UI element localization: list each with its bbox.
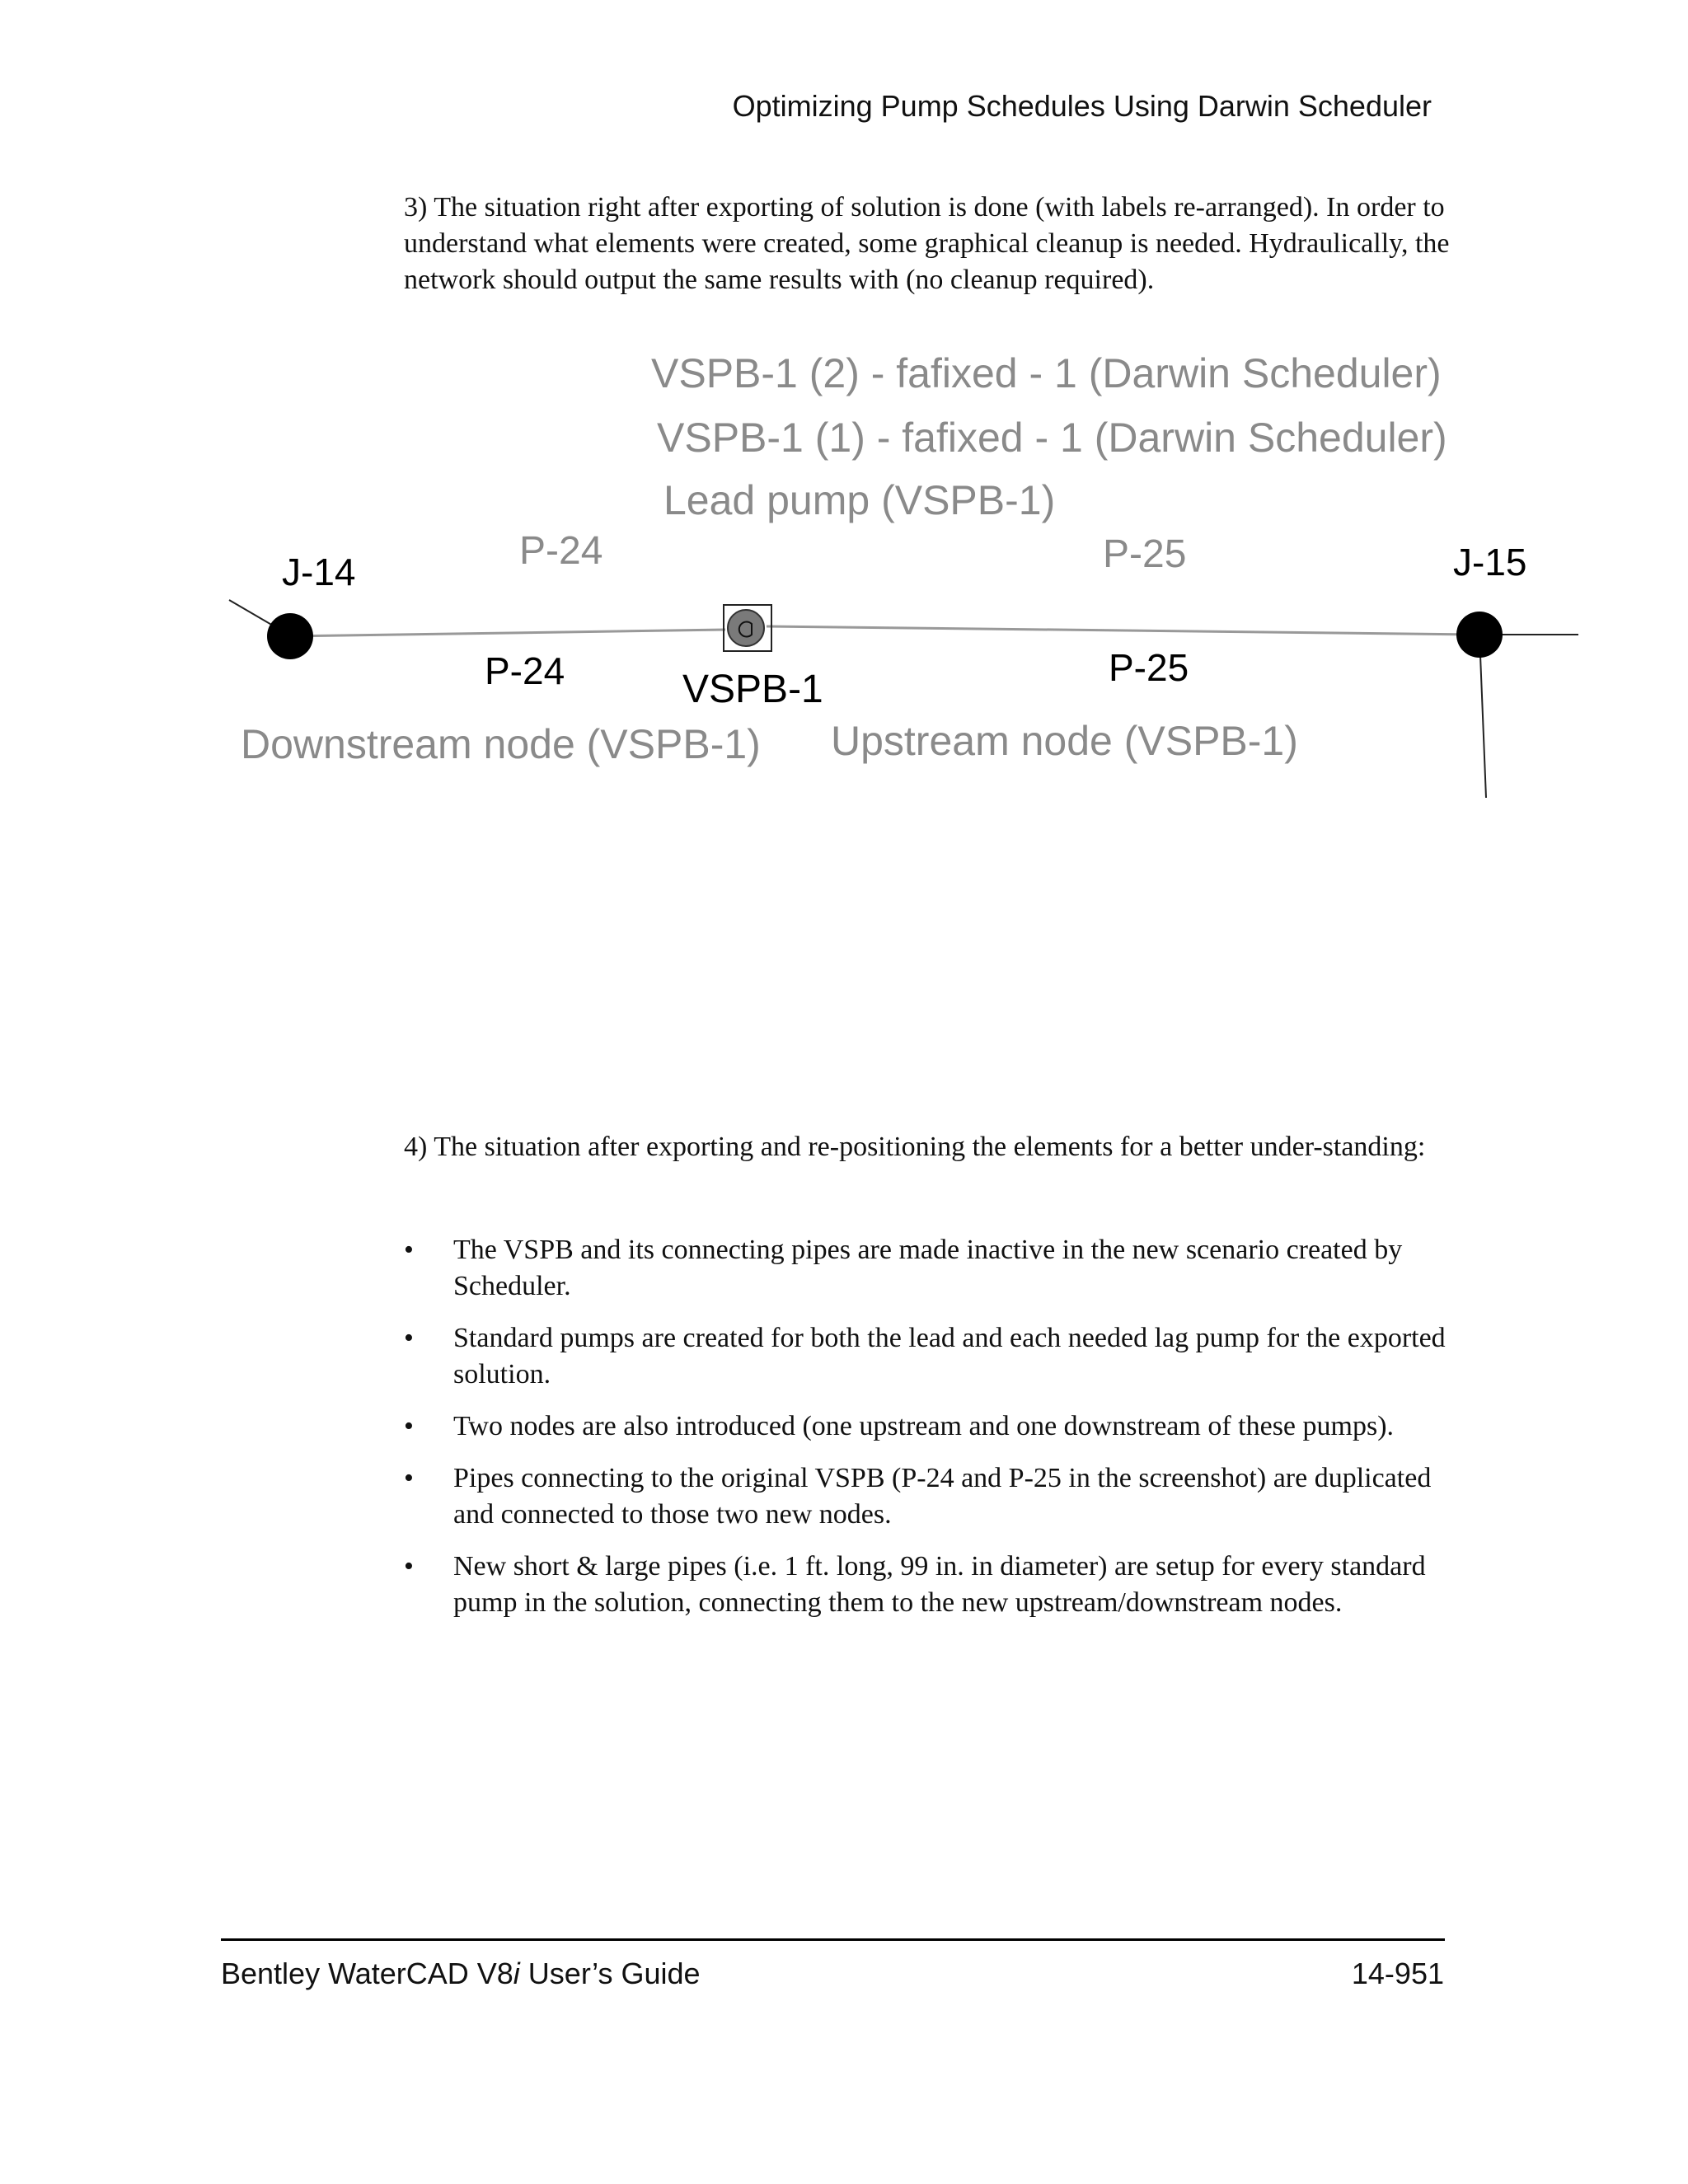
label-j14: J-14 — [282, 551, 356, 593]
section-3-paragraph: 3) The situation right after exporting of solution is done (with labels re-arranged). In order to understand what elements were created, some graphical cleanup is needed. Hydraulically, the network should output the same results with (no cleanup required). — [404, 192, 1450, 295]
bullet-glyph: • — [404, 1235, 414, 1265]
label-vspb: VSPB-1 — [682, 668, 823, 711]
pipe-line-p25 — [767, 626, 1479, 635]
running-header: Optimizing Pump Schedules Using Darwin Scheduler — [732, 89, 1432, 123]
label-p25-upper: P-25 — [1103, 532, 1187, 576]
footer-guide-title — [221, 1957, 701, 1991]
label-upstream-node: Upstream node (VSPB-1) — [831, 718, 1298, 764]
bullet-text: Two nodes are also introduced (one upstream and one downstream of these pumps). — [453, 1411, 1395, 1441]
label-p24-lower: P-24 — [485, 649, 565, 692]
bullet-list — [404, 1232, 1451, 1637]
list-item — [404, 1408, 1451, 1445]
pipe-line-p24 — [290, 630, 725, 636]
list-item — [404, 1232, 1451, 1305]
list-item — [404, 1549, 1451, 1621]
list-item — [404, 1320, 1451, 1393]
footer-guide-italic: i — [513, 1957, 520, 1990]
label-lead-pump: Lead pump (VSPB-1) — [663, 477, 1056, 523]
network-diagram — [0, 0, 1688, 824]
bullet-glyph: • — [404, 1411, 414, 1441]
junction-j14 — [267, 613, 313, 659]
list-item — [404, 1460, 1451, 1533]
label-p24-upper: P-24 — [519, 529, 603, 573]
label-downstream-node: Downstream node (VSPB-1) — [241, 721, 761, 767]
bullet-text: Pipes connecting to the original VSPB (P-24 and P-25 in the screenshot) are duplicated and connected to those two new nodes. — [453, 1463, 1432, 1530]
page-number: 14-951 — [1351, 1957, 1444, 1990]
footer-guide-prefix: Bentley WaterCAD V8 — [221, 1957, 513, 1990]
label-p25-lower: P-25 — [1109, 646, 1189, 689]
connector-line-j15-down — [1479, 635, 1486, 798]
junction-j15 — [1456, 612, 1503, 658]
bullet-glyph: • — [404, 1463, 414, 1493]
bullet-glyph: • — [404, 1323, 414, 1353]
footer-divider — [221, 1938, 1445, 1941]
bullet-text: The VSPB and its connecting pipes are made inactive in the new scenario created by Scheduler. — [453, 1235, 1403, 1301]
label-vspb-2: VSPB-1 (2) - fafixed - 1 (Darwin Scheduler) — [651, 350, 1442, 396]
bullet-text: Standard pumps are created for both the lead and each needed lag pump for the exported solution. — [453, 1323, 1446, 1390]
label-j15: J-15 — [1453, 541, 1527, 583]
pump-vspb-icon — [724, 605, 771, 651]
label-vspb-1: VSPB-1 (1) - fafixed - 1 (Darwin Scheduler) — [657, 415, 1447, 461]
bullet-glyph: • — [404, 1551, 414, 1582]
bullet-text: New short & large pipes (i.e. 1 ft. long, 99 in. in diameter) are setup for every standard pump in the solution, connecting them to the new upstream/downstream nodes. — [453, 1551, 1426, 1618]
section-4-intro: 4) The situation after exporting and re-positioning the elements for a better under-standing: — [404, 1132, 1426, 1162]
footer-guide-suffix: User’s Guide — [519, 1957, 701, 1990]
